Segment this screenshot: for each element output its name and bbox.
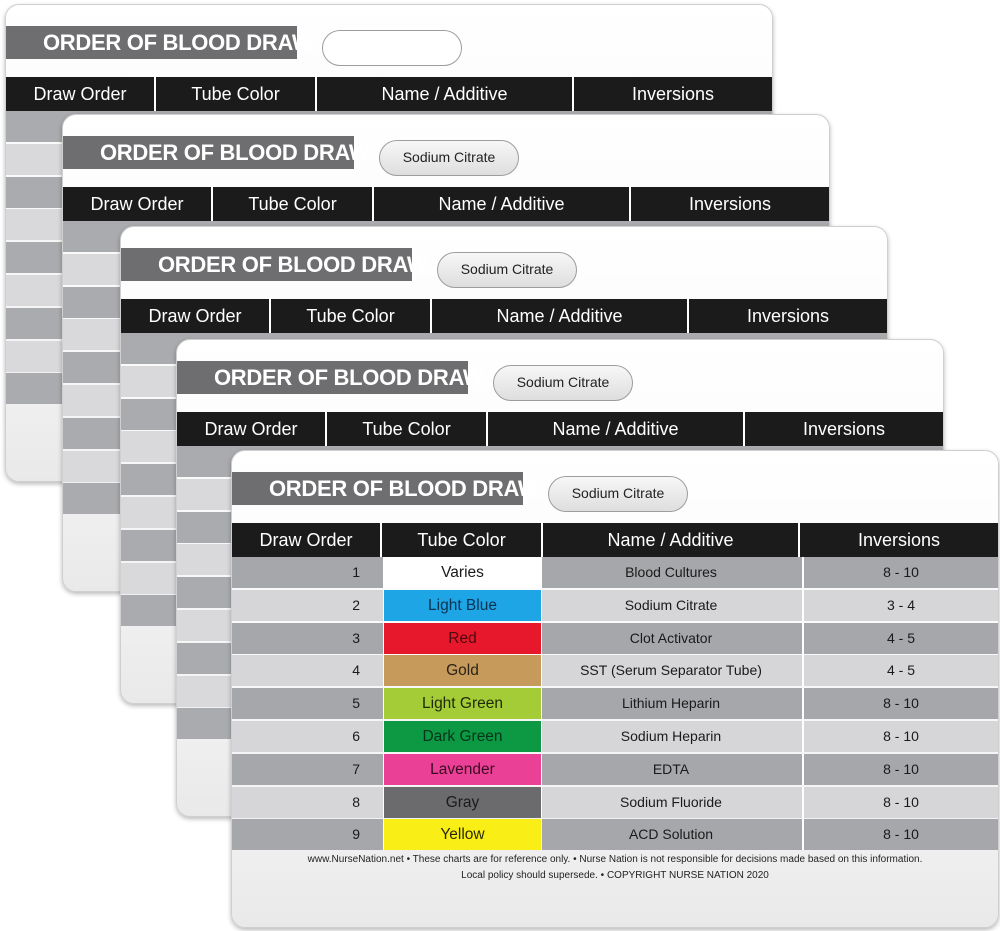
inversions-cell: 8 - 10 — [802, 787, 998, 818]
badge-slot-empty — [322, 30, 462, 66]
table-row — [232, 721, 998, 752]
header-inversions: Inversions — [802, 419, 886, 439]
card-title: ORDER OF BLOOD DRAW — [121, 248, 412, 281]
draw-order-cell: 1 — [352, 564, 360, 580]
draw-order-cell: 6 — [352, 727, 360, 744]
additive-cell: ACD Solution — [628, 826, 714, 843]
table-row — [232, 688, 998, 719]
additive-cell: EDTA — [652, 760, 690, 777]
additive-cell: Sodium Heparin — [620, 727, 722, 744]
header-draw-order: Draw Order — [232, 523, 382, 557]
tube-color-cell: Light Blue — [383, 590, 542, 621]
draw-order-cell: 2 — [352, 596, 360, 613]
tube-color-cell: Gold — [383, 655, 542, 686]
additive-cell: Clot Activator — [629, 629, 713, 646]
draw-order-cell: 4 — [352, 662, 360, 679]
header-inversions: Inversions — [857, 530, 941, 550]
table-row — [232, 655, 998, 686]
header-name-additive: Name / Additive — [543, 523, 800, 557]
tube-color-cell: Light Green — [383, 688, 542, 719]
card-title: ORDER OF BLOOD DRAW — [6, 26, 297, 59]
header-name-additive: Name / Additive — [488, 412, 745, 446]
tube-color-cell: Gray — [383, 787, 542, 818]
reference-card-front — [231, 450, 999, 928]
draw-order-cell: 5 — [352, 695, 360, 712]
inversions-cell: 3 - 4 — [802, 590, 998, 621]
header-tube-color: Tube Color — [327, 412, 488, 446]
additive-cell: SST (Serum Separator Tube) — [580, 662, 762, 679]
table-row — [232, 590, 998, 621]
tube-color-cell: Dark Green — [383, 721, 542, 752]
draw-order-cell: 9 — [352, 826, 360, 843]
table-row — [232, 819, 998, 850]
additive-cell: Sodium Fluoride — [620, 793, 722, 810]
draw-order-cell: 3 — [352, 629, 360, 646]
table-row — [232, 787, 998, 818]
inversions-cell: 4 - 5 — [802, 655, 998, 686]
badge-pill: Sodium Citrate — [379, 140, 519, 176]
tube-color-cell: Lavender — [383, 754, 542, 785]
card-title: ORDER OF BLOOD DRAW — [232, 472, 523, 505]
inversions-cell: 8 - 10 — [802, 557, 998, 588]
header-name-additive: Name / Additive — [317, 77, 574, 111]
disclaimer-footer — [232, 852, 998, 884]
footer-line-1: www.NurseNation.net • These charts are for reference only. • Nurse Nation is not responsible for decisions made based on this information. — [307, 854, 923, 865]
table-header — [177, 412, 943, 446]
table-header — [121, 299, 887, 333]
tube-color-cell: Varies — [383, 557, 542, 588]
draw-order-cell: 7 — [352, 760, 360, 777]
header-tube-color: Tube Color — [156, 77, 317, 111]
inversions-cell: 8 - 10 — [802, 754, 998, 785]
additive-cell: Blood Cultures — [625, 564, 717, 580]
header-tube-color: Tube Color — [271, 299, 432, 333]
table-header — [6, 77, 772, 111]
additive-cell: Sodium Citrate — [624, 596, 718, 613]
table-body — [232, 557, 998, 852]
header-inversions: Inversions — [746, 306, 830, 326]
table-header — [232, 523, 998, 557]
tube-color-cell: Red — [383, 623, 542, 654]
table-row — [232, 623, 998, 654]
draw-order-cell: 8 — [352, 793, 360, 810]
inversions-cell: 8 - 10 — [802, 688, 998, 719]
header-inversions: Inversions — [631, 84, 715, 104]
table-row — [232, 754, 998, 785]
header-draw-order: Draw Order — [121, 299, 271, 333]
header-draw-order: Draw Order — [63, 187, 213, 221]
inversions-cell: 8 - 10 — [802, 819, 998, 850]
header-draw-order: Draw Order — [177, 412, 327, 446]
table-row — [232, 557, 998, 588]
badge-pill: Sodium Citrate — [437, 252, 577, 288]
header-tube-color: Tube Color — [213, 187, 374, 221]
header-name-additive: Name / Additive — [432, 299, 689, 333]
footer-line-2: Local policy should supersede. • COPYRIGHT NURSE NATION 2020 — [461, 870, 769, 881]
table-header — [63, 187, 829, 221]
header-name-additive: Name / Additive — [374, 187, 631, 221]
inversions-cell: 8 - 10 — [802, 721, 998, 752]
header-inversions: Inversions — [688, 194, 772, 214]
card-title: ORDER OF BLOOD DRAW — [177, 361, 468, 394]
tube-color-cell: Yellow — [383, 819, 542, 850]
header-tube-color: Tube Color — [382, 523, 543, 557]
additive-cell: Lithium Heparin — [621, 695, 721, 712]
badge-pill: Sodium Citrate — [548, 476, 688, 512]
badge-pill: Sodium Citrate — [493, 365, 633, 401]
card-title: ORDER OF BLOOD DRAW — [63, 136, 354, 169]
header-draw-order: Draw Order — [6, 77, 156, 111]
inversions-cell: 4 - 5 — [802, 623, 998, 654]
